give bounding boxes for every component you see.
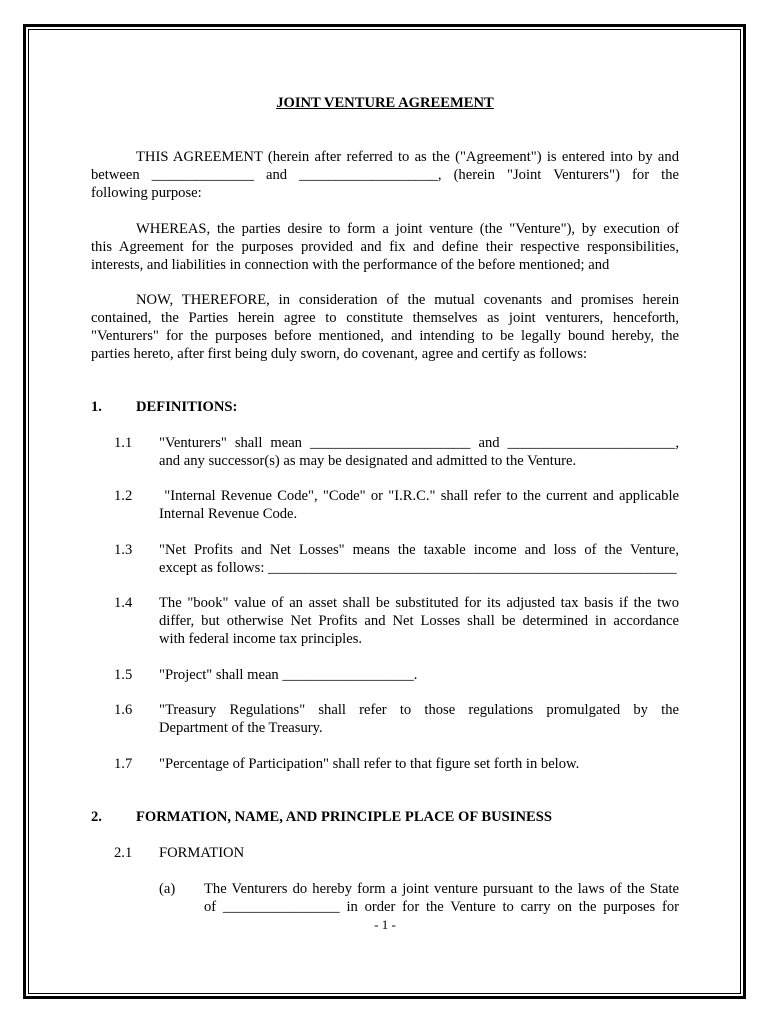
definition-line: "Percentage of Participation" shall refer to that figure set forth in below. <box>159 756 580 772</box>
document-title: JOINT VENTURE AGREEMENT <box>276 95 494 111</box>
now-therefore-line: "Venturers" for the purposes before mentioned, and intending to be legally bound hereby, the <box>91 328 679 344</box>
definition-number: 1.3 <box>114 542 133 558</box>
definition-line: The "book" value of an asset shall be substituted for its adjusted tax basis if the two <box>159 595 679 611</box>
section-1-heading: DEFINITIONS: <box>136 399 238 415</box>
now-therefore-line: contained, the Parties herein agree to constitute themselves as joint venturers, henceforth, <box>91 310 679 326</box>
item-line: The Venturers do hereby form a joint venture pursuant to the laws of the State <box>204 881 679 897</box>
definition-line: with federal income tax principles. <box>159 631 363 647</box>
subsection-heading: FORMATION <box>159 845 245 861</box>
definition-number: 1.5 <box>114 667 133 683</box>
definition-line: Internal Revenue Code. <box>159 506 298 522</box>
intro-line: following purpose: <box>91 185 202 201</box>
intro-line: between ______________ and ___________________, (herein "Joint Venturers") for the <box>91 167 679 183</box>
section-2-heading: FORMATION, NAME, AND PRINCIPLE PLACE OF BUSINESS <box>136 809 552 825</box>
whereas-line: WHEREAS, the parties desire to form a joint venture (the "Venture"), by execution of <box>136 221 679 237</box>
definition-number: 1.4 <box>114 595 133 611</box>
definition-line: and any successor(s) as may be designated and admitted to the Venture. <box>159 453 577 469</box>
definition-line: differ, but otherwise Net Profits and Net Losses shall be determined in accordance <box>159 613 679 629</box>
definition-line: "Treasury Regulations" shall refer to those regulations promulgated by the <box>159 702 679 718</box>
definition-number: 1.1 <box>114 435 133 451</box>
definition-number: 1.7 <box>114 756 133 772</box>
page-number: - 1 - <box>374 917 396 932</box>
item-line: of ________________ in order for the Venture to carry on the purposes for <box>204 899 679 915</box>
section-1-number: 1. <box>91 399 102 415</box>
definition-line: Department of the Treasury. <box>159 720 323 736</box>
definition-line: "Internal Revenue Code", "Code" or "I.R.C." shall refer to the current and applicable <box>159 488 679 504</box>
definition-line: "Project" shall mean __________________. <box>159 667 418 683</box>
definition-number: 1.2 <box>114 488 133 504</box>
section-2-number: 2. <box>91 809 102 825</box>
definition-line: except as follows: ________________________________________________________ <box>159 560 677 576</box>
now-therefore-line: parties hereto, after first being duly sworn, do covenant, agree and certify as follows: <box>91 346 588 362</box>
item-label: (a) <box>159 881 176 897</box>
definition-line: "Net Profits and Net Losses" means the taxable income and loss of the Venture, <box>159 542 679 558</box>
whereas-line: interests, and liabilities in connection with the performance of the before mentioned; and <box>91 257 610 273</box>
definition-number: 1.6 <box>114 702 133 718</box>
definition-line: "Venturers" shall mean ______________________ and _______________________, <box>159 435 679 451</box>
subsection-number: 2.1 <box>114 845 133 861</box>
now-therefore-line: NOW, THEREFORE, in consideration of the mutual covenants and promises herein <box>136 292 679 308</box>
intro-line: THIS AGREEMENT (herein after referred to as the ("Agreement") is entered into by and <box>136 149 679 165</box>
whereas-line: this Agreement for the purposes provided and fix and define their respective responsibilities, <box>91 239 679 255</box>
